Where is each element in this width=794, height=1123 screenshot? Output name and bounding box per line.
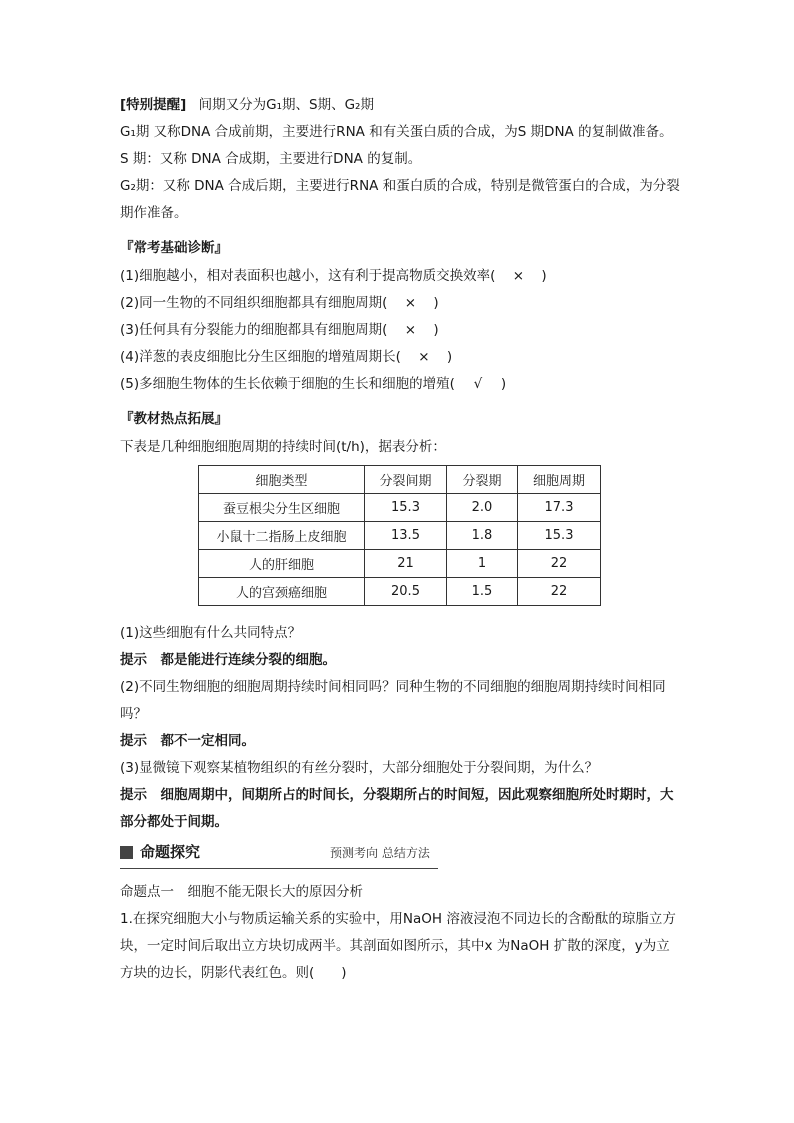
answer-text: 都是能进行连续分裂的细胞。 [160,652,336,668]
cell-cycle-table [198,465,601,606]
answer-1 [120,647,680,674]
diagnosis-close: ) [433,322,439,338]
diagnosis-text: (1)细胞越小，相对表面积也越小，这有利于提高物质交换效率( [120,268,496,284]
tip-s: S 期：又称 DNA 合成期，主要进行DNA 的复制。 [120,151,422,167]
answer-3 [120,782,680,836]
table-cell: 2.0 [447,494,518,522]
table-cell: 人的肝细胞 [199,550,365,578]
tip-g1: G₁期 又称DNA 合成前期，主要进行RNA 和有关蛋白质的合成，为S 期DNA 的复制做准备。 [120,124,673,140]
extension-heading: 『教材热点拓展』 [120,411,228,427]
table-cell: 15.3 [365,494,447,522]
hint-label: 提示 [120,733,147,749]
diagnosis-item [120,263,680,290]
table-cell: 20.5 [365,578,447,606]
diagnosis-mark: × [418,349,430,365]
question-2: (2)不同生物细胞的细胞周期持续时间相同吗？同种生物的不同细胞的细胞周期持续时间相同吗？ [120,679,666,722]
diagnosis-item [120,344,680,371]
point-title: 命题点一 细胞不能无限长大的原因分析 [120,884,363,900]
table-row [199,578,601,606]
question-1: (1)这些细胞有什么共同特点？ [120,625,302,641]
diagnosis-mark: √ [473,376,483,392]
table-cell: 小鼠十二指肠上皮细胞 [199,522,365,550]
diagnosis-mark: × [404,322,417,338]
table-cell: 21 [365,550,447,578]
banner-subtitle: 预测考向 总结方法 [330,846,430,860]
tip-g2: G₂期：又称 DNA 合成后期，主要进行RNA 和蛋白质的合成，特别是微管蛋白的合成，为分裂期作准备。 [120,178,680,221]
table-cell: 1 [447,550,518,578]
square-icon [120,846,133,859]
diagnosis-close: ) [433,295,439,311]
diagnosis-item [120,371,680,398]
tip-text: 间期又分为G₁期、S期、G₂期 [198,97,374,113]
point-question: 1.在探究细胞大小与物质运输关系的实验中，用NaOH 溶液浸泡不同边长的含酚酞的琼脂立方块，一定时间后取出立方块切成两半。其剖面如图所示，其中x 为NaOH 扩散的深度，y为立方块的边长，阴影代表红色。则( ) [120,911,676,981]
table-cell: 22 [518,550,601,578]
diagnosis-text: (3)任何具有分裂能力的细胞都具有细胞周期( [120,322,388,338]
answer-text: 细胞周期中，间期所占的时间长，分裂期所占的时间短，因此观察细胞所处时期时，大部分都处于间期。 [120,787,674,830]
table-header-cell: 分裂间期 [365,466,447,494]
table-header-row [199,466,601,494]
diagnosis-heading: 『常考基础诊断』 [120,240,228,256]
table-header-cell: 细胞类型 [199,466,365,494]
question-3: (3)显微镜下观察某植物组织的有丝分裂时，大部分细胞处于分裂间期，为什么？ [120,760,599,776]
diagnosis-mark: × [404,295,417,311]
tip-header [120,92,680,119]
answer-2 [120,728,680,755]
diagnosis-close: ) [446,349,453,365]
diagnosis-item [120,290,680,317]
diagnosis-text: (5)多细胞生物体的生长依赖于细胞的生长和细胞的增殖( [120,376,455,392]
section-banner [120,838,438,869]
table-cell: 13.5 [365,522,447,550]
table-cell: 人的宫颈癌细胞 [199,578,365,606]
diagnosis-close: ) [541,268,547,284]
diagnosis-mark: × [512,268,525,284]
table-row [199,522,601,550]
hint-label: 提示 [120,787,147,803]
table-row [199,494,601,522]
table-cell: 15.3 [518,522,601,550]
table-cell: 22 [518,578,601,606]
table-cell: 1.5 [447,578,518,606]
table-cell: 蚕豆根尖分生区细胞 [199,494,365,522]
tip-label: [特别提醒] [120,97,187,113]
table-header-cell: 分裂期 [447,466,518,494]
diagnosis-item [120,317,680,344]
diagnosis-list [120,263,680,398]
extension-intro: 下表是几种细胞细胞周期的持续时间(t/h)，据表分析： [120,439,446,455]
table-row [199,550,601,578]
document-page [120,92,680,987]
diagnosis-text: (2)同一生物的不同组织细胞都具有细胞周期( [120,295,388,311]
table-cell: 17.3 [518,494,601,522]
banner-title: 命题探究 [140,843,201,861]
diagnosis-close: ) [500,376,507,392]
hint-label: 提示 [120,652,147,668]
diagnosis-text: (4)洋葱的表皮细胞比分生区细胞的增殖周期长( [120,349,401,365]
table-header-cell: 细胞周期 [518,466,601,494]
answer-text: 都不一定相同。 [160,733,255,749]
table-cell: 1.8 [447,522,518,550]
